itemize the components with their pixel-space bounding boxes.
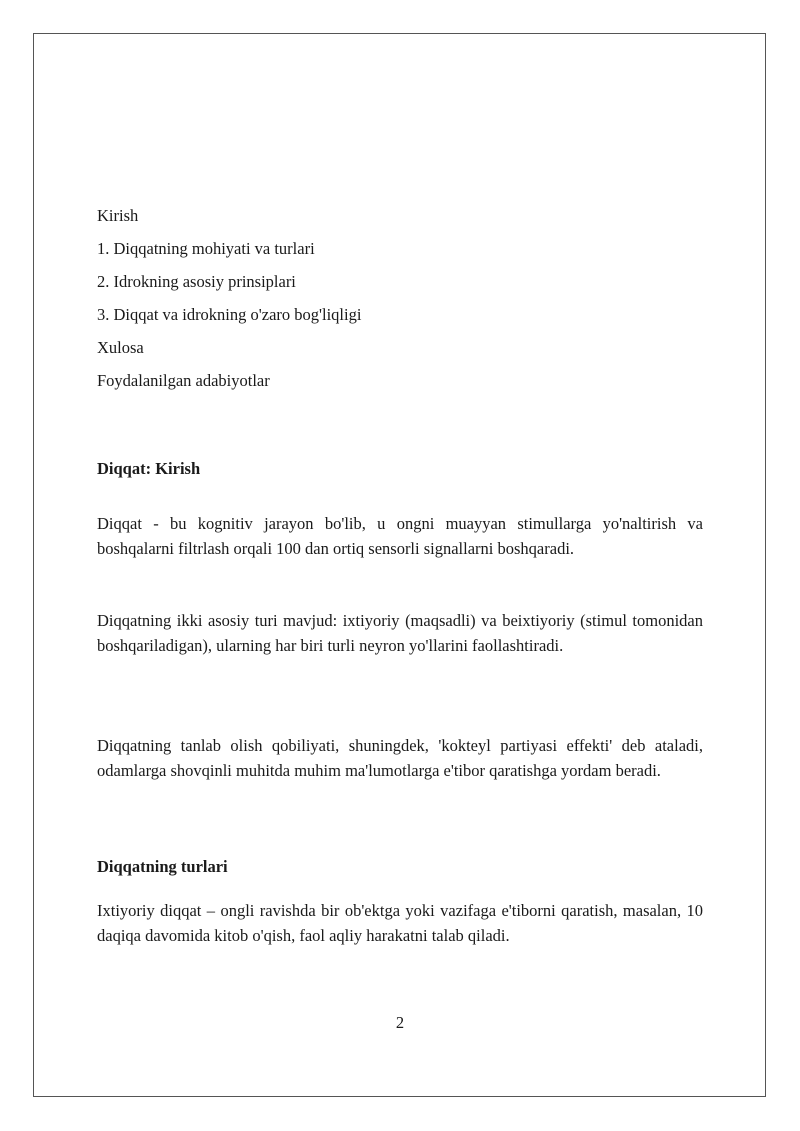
section-heading-introduction: Diqqat: Kirish xyxy=(97,459,201,478)
paragraph: Diqqatning ikki asosiy turi mavjud: ixtiyoriy (maqsadli) va beixtiyoriy (stimul tomonidan boshqariladigan), ularning har biri turli neyron yo'llarini faollashtiradi. xyxy=(97,611,703,655)
toc-item-chapter-3: 3. Diqqat va idrokning o'zaro bog'liqligi xyxy=(97,305,362,324)
toc-item-chapter-1: 1. Diqqatning mohiyati va turlari xyxy=(97,239,315,258)
table-of-contents xyxy=(97,199,361,397)
toc-item-conclusion: Xulosa xyxy=(97,338,144,357)
paragraph: Ixtiyoriy diqqat – ongli ravishda bir ob'ektga yoki vazifaga e'tiborni qaratish, masalan, 10 daqiqa davomida kitob o'qish, faol aqliy harakatni talab qiladi. xyxy=(97,901,703,945)
toc-item-references: Foydalanilgan adabiyotlar xyxy=(97,371,270,390)
toc-item-chapter-2: 2. Idrokning asosiy prinsiplari xyxy=(97,272,296,291)
paragraph: Diqqat - bu kognitiv jarayon bo'lib, u ongni muayyan stimullarga yo'naltirish va boshqalarni filtrlash orqali 100 dan ortiq sensorli signallarni boshqaradi. xyxy=(97,514,703,558)
paragraph: Diqqatning tanlab olish qobiliyati, shuningdek, 'kokteyl partiyasi effekti' deb ataladi, odamlarga shovqinli muhitda muhim ma'lumotlarga e'tibor qaratishga yordam beradi. xyxy=(97,736,703,780)
section-heading-types: Diqqatning turlari xyxy=(97,857,228,876)
toc-item-introduction: Kirish xyxy=(97,206,139,225)
page-number: 2 xyxy=(395,1013,405,1032)
